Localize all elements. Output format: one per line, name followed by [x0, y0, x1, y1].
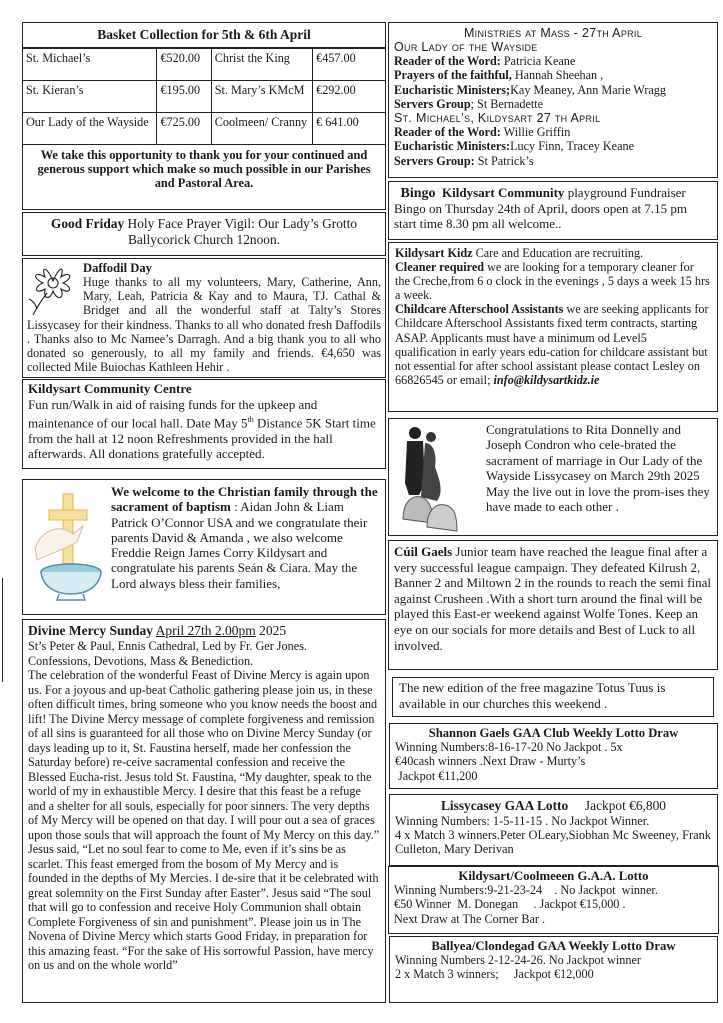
amount: €457.00 [313, 49, 385, 81]
church-name: St. Michael’s [23, 49, 157, 81]
ballyea-lotto-box [389, 936, 718, 1003]
baptism-box [22, 479, 386, 615]
email-link[interactable]: info@kildysartkidz.ie [493, 372, 600, 387]
table-row [23, 113, 385, 145]
amount: €725.00 [157, 113, 211, 145]
daffodil-day-box [22, 258, 386, 378]
lissycasey-heading: Lissycasey GAA Lotto [440, 798, 569, 813]
church-name: Coolmeen/ Cranny [211, 113, 312, 145]
divine-mercy-year: 2025 [255, 623, 287, 638]
good-friday-text: Holy Face Prayer Vigil: Our Lady’s Grotto Ballycorick Church 12noon. [124, 216, 358, 247]
basket-table [23, 48, 385, 145]
divine-mercy-date: April 27th 2.00pm [155, 623, 256, 638]
lotto-line: Winning Numbers: 1-5-11-15 . No Jackpot Winner. [395, 814, 650, 828]
thanks-message: We take this opportunity to thank you for your continued and generous support which make so much possible in our Parishes and Pastoral Area. [37, 148, 371, 190]
daffodil-text: Huge thanks to all my volunteers, Mary, Catherine, Ann, Mary, Leah, Patricia & Kay and to Maura, TJ. Cathal & Bridget and all the wonderful staff at Talty’s Stores Lissycasey for their kindness. Thanks to all who donated fresh Daffodils . Thanks also to Mc Namee’s Darragh. And a big thank you to all who donated so generously, to all my family and friends. €4,650 was collected Mile Buiochas Kathleen Hehir . [27, 275, 381, 375]
role-label: Eucharistic Ministers: [394, 139, 511, 154]
baptism-heading: We welcome to the Christian family through the sacrament of baptism [111, 484, 378, 515]
lotto-line: Winning Numbers:9-21-23-24 . No Jackpot winner. [394, 883, 658, 898]
divine-mercy-location: St’s Peter & Paul, Ennis Cathedral, Led by Fr. Ger Jones. [28, 639, 307, 653]
table-row [23, 49, 385, 81]
childcare-text: we are seeking applicants for Childcare Afterschool Assistants fixed term contracts, starting ASAP. Applicants must have a minimum od Level5 qualification in early years edu-cation for childcare assistant but not essential for after school assistant please contact Lesley on 66826545 or email; [395, 302, 709, 387]
community-centre-text: Fun run/Walk in aid of raising funds for the upkeep and maintenance of our local hall. Date May 5 [28, 396, 318, 431]
lotto-line: 4 x Match 3 winners.Peter OLeary,Siobhan Mc Sweeney, Frank Culleton, Mary Derivan [395, 828, 711, 857]
cuil-gaels-heading: Cúil Gaels [394, 544, 453, 559]
totus-tuus-box [392, 677, 714, 717]
kildysart-coolmeen-lotto-box [388, 866, 719, 934]
role-label: Servers Group: [394, 153, 475, 168]
divine-mercy-schedule: Confessions, Devotions, Mass & Benediction. [28, 653, 254, 668]
bingo-organizer: Kildysart Community [442, 185, 565, 200]
baptism-font-icon [33, 490, 103, 605]
divine-mercy-body: The celebration of the wonderful Feast of Divine Mercy is again upon us. For a joyous and up-beat Catholic gathering please join us, in these often difficult times, bring someone who you know needs the boost and lift! The Divine Mercy message of complete forgiveness and remission of all sins is guaranteed for all those who on Divine Mercy Sunday (or days leading up to it, St. Faustina herself, made her confession the Saturday before) re-ceive sacramental confession and receive the Blessed Eucha-rist. Jesus told St. Faustina, “My daughter, speak to the world of my in exhaustible Mercy. I desire that this feast be a refuge and a shelter for all souls, especially for poor sinners. The very depths of My Mercy will be opened on that day. I will pour out a sea of graces upon those souls that will approach the fount of My Mercy on this day.” Jesus said, “Let no soul fear to come to Me, even if it’s sins be as scarlet. This feast emerged from the bosom of My Mercy and is founded in the depths of My Mercies. I de-sire that it be celebrated with great solemnity on the First Sunday after Easter”. Jesus said “The soul that will go to confession and receive Holy Communion shall obtain Complete Forgiveness of sin and punishment”. Please join us in The Novena of Divine Mercy which starts Good Friday, in preparation for this amazing feast. “For the sake of His sorrowful Passion, have mercy on us and on the whole world” [28, 668, 380, 972]
lotto-jackpot: Jackpot €11,200 [398, 768, 478, 783]
role-name: Kay Meaney, Ann Marie Wragg [510, 82, 666, 97]
cleaner-label: Cleaner required [395, 260, 485, 275]
divine-mercy-heading: Divine Mercy Sunday [28, 623, 154, 638]
amount: €292.00 [313, 81, 385, 113]
role-name: Patricia Keane [500, 54, 576, 68]
baptism-text: : Aidan John & Liam Patrick O’Connor USA and we congratulate their parents David & Amanda , we also welcome Freddie Reign James Corry Kildysart and congratulate his parents Seán & Ciara. May the Lord always bless their families, [111, 499, 368, 591]
role-label: Servers Group [394, 96, 471, 111]
church-name: Christ the King [211, 49, 312, 81]
community-centre-text-2: Distance 5K Start time from the hall at 12 noon Refreshments provided in the hall afterwards. All donations gratefully accepted. [28, 415, 376, 462]
community-centre-heading: Kildysart Community Centre [28, 381, 192, 396]
basket-title: Basket Collection for 5th & 6th April [23, 23, 385, 48]
basket-collection-box [22, 22, 386, 210]
cuil-gaels-text: Junior team have reached the league final after a very successful league campaign. They defeated Kilrush 2, Banner 2 and Miltown 2 in the rounds to reach the semi final against Crusheen .With a short turn around the final will be played this East-er weekend against Wolfe Tones. Keep an eye on our socials for more details and Best of Luck to all involved. [394, 544, 711, 653]
amount: €520.00 [157, 49, 211, 81]
church-heading: St. Michael’s, Kildysart 27 th April [394, 111, 601, 126]
totus-tuus-text: The new edition of the free magazine Totus Tuus is available in our churches this weekend . [399, 680, 666, 711]
kildysart-kidz-box [388, 242, 718, 412]
role-label: Prayers of the faithful, [394, 68, 512, 83]
kidz-heading: Kildysart Kidz [395, 246, 473, 260]
amount: € 641.00 [313, 113, 385, 145]
lissycasey-jackpot: Jackpot €6,800 [568, 798, 667, 813]
bingo-heading: Bingo [400, 186, 436, 201]
amount: €195.00 [157, 81, 211, 113]
cleaner-text: we are looking for a temporary cleaner for the Creche,from 6 o clock in the evenings , 5 days a week 15 hrs a week. [395, 260, 710, 303]
lotto-line: €40cash winners .Next Draw - Murty’s [395, 754, 586, 769]
role-name: St Patrick’s [474, 153, 534, 168]
bingo-text: playground Fundraiser Bingo on Thursday 24th of April, doors open at 7.15 pm start time 8.30 pm all welcome.. [394, 185, 687, 231]
table-row [23, 81, 385, 113]
role-label: Reader of the Word: [394, 125, 501, 140]
wedding-box [388, 418, 718, 536]
page-edge-border [2, 578, 3, 682]
daffodil-heading: Daffodil Day [83, 261, 152, 275]
wedding-couple-bells-icon [393, 423, 473, 533]
role-name: Lucy Finn, Tracey Keane [510, 139, 634, 154]
cuil-gaels-box [388, 540, 718, 670]
role-name: Hannah Sheehan , [511, 68, 604, 83]
role-label: Eucharistic Ministers; [394, 82, 511, 97]
divine-mercy-box [22, 619, 386, 1003]
church-name: St. Kieran’s [23, 81, 157, 113]
lotto-line: Winning Numbers 2-12-24-26. No Jackpot winner [395, 953, 641, 968]
childcare-label: Childcare Afterschool Assistants [395, 302, 564, 317]
role-name: Willie Griffin [500, 125, 571, 140]
ministries-box [388, 22, 718, 178]
shannon-gaels-heading: Shannon Gaels GAA Club Weekly Lotto Draw [428, 726, 679, 740]
lotto-line: Winning Numbers:8-16-17-20 No Jackpot . 5x [395, 740, 623, 755]
shannon-gaels-lotto-box [389, 723, 718, 789]
church-heading: Our Lady of the Wayside [394, 40, 538, 54]
good-friday-heading: Good Friday [50, 216, 125, 231]
role-name: ; St Bernadette [470, 96, 544, 111]
kidz-intro: Care and Education are recruiting. [472, 246, 644, 260]
daffodil-icon [27, 261, 79, 317]
lotto-line: Next Draw at The Corner Bar . [394, 911, 546, 926]
good-friday-box [22, 212, 386, 256]
church-name: St. Mary’s KMcM [211, 81, 312, 113]
bingo-box [388, 181, 718, 240]
superscript: th [247, 415, 254, 424]
role-label: Reader of the Word: [394, 54, 501, 68]
wedding-text: Congratulations to Rita Donnelly and Joseph Condron who cele-brated the sacrament of marriage in Our Lady of the Wayside Lissycasey on March 29th 2025 May the live out in love the prom-ises they have made to each other . [486, 422, 710, 515]
community-centre-box [22, 379, 386, 469]
church-name: Our Lady of the Wayside [23, 113, 157, 145]
lotto-line: €50 Winner M. Donegan . Jackpot €15,000 . [394, 897, 626, 912]
lotto-line: 2 x Match 3 winners; Jackpot €12,000 [395, 967, 594, 982]
kildysart-coolmeen-heading: Kildysart/Coolmeeen G.A.A. Lotto [458, 869, 649, 883]
ballyea-heading: Ballyea/Clondegad GAA Weekly Lotto Draw [431, 939, 676, 953]
lissycasey-lotto-box [389, 794, 718, 866]
ministries-title: Ministries at Mass - 27th April [463, 26, 643, 40]
